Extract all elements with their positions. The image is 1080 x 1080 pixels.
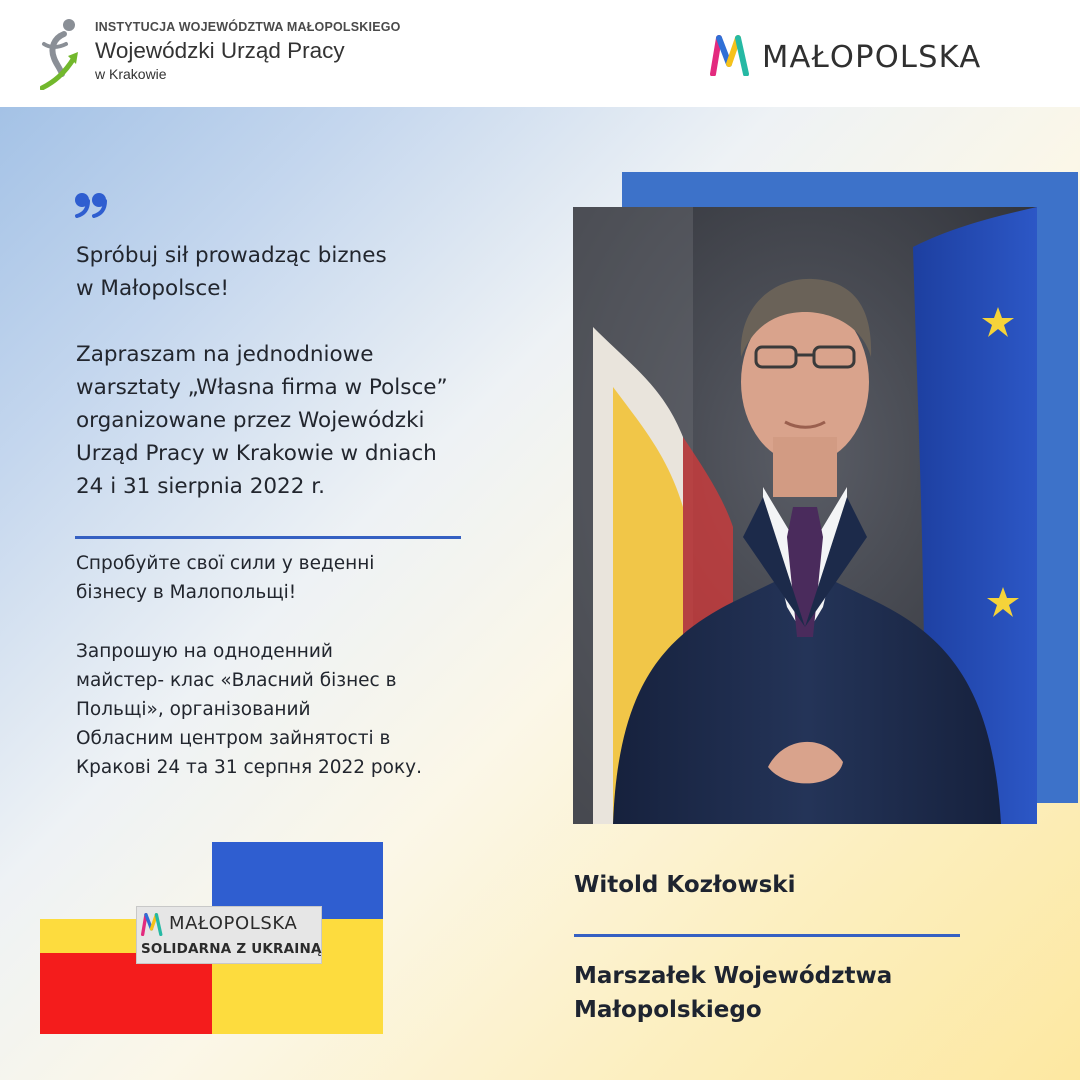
polish-body-line: organizowane przez Wojewódzki	[76, 408, 425, 433]
polish-body-line: 24 i 31 sierpnia 2022 r.	[76, 474, 325, 499]
ukrainian-body-line: Кракові 24 та 31 серпня 2022 року.	[76, 757, 422, 778]
polish-headline-line: w Małopolsce!	[76, 276, 230, 301]
person-name: Witold Kozłowski	[574, 872, 796, 898]
polish-body-line: Zapraszam na jednodniowe	[76, 342, 374, 367]
institution-line: INSTYTUCJA WOJEWÓDZTWA MAŁOPOLSKIEGO	[95, 20, 401, 34]
person-title-line: Małopolskiego	[574, 997, 762, 1023]
wup-figure-icon	[40, 18, 80, 90]
badge-name: MAŁOPOLSKA	[169, 913, 298, 934]
wup-logo-text	[95, 20, 401, 82]
text-divider	[75, 536, 461, 539]
portrait-photo	[573, 207, 1037, 824]
malopolska-m-icon	[141, 912, 163, 936]
ukrainian-body-line: Польщі», організований	[76, 699, 311, 720]
name-divider	[574, 934, 960, 937]
solidarity-badge	[136, 906, 322, 964]
office-name: Wojewódzki Urząd Pracy	[95, 38, 345, 63]
quote-icon	[74, 192, 108, 218]
ukrainian-body-line: майстер- клас «Власний бізнес в	[76, 670, 397, 691]
region-logo-text: MAŁOPOLSKA	[762, 40, 982, 75]
polish-body-line: warsztaty „Własna firma w Polsce”	[76, 375, 448, 400]
office-city: w Krakowie	[95, 66, 167, 82]
person-title-line: Marszałek Województwa	[574, 963, 893, 989]
ukrainian-body-line: Запрошую на одноденний	[76, 641, 333, 662]
ukrainian-body-line: Обласним центром зайнятості в	[76, 728, 391, 749]
flag-block-red	[40, 953, 212, 1034]
polish-headline-line: Spróbuj sił prowadząc biznes	[76, 243, 387, 268]
header	[0, 0, 1080, 107]
malopolska-m-icon	[710, 34, 750, 76]
ukrainian-headline-line: бізнесу в Малопольщі!	[76, 582, 297, 603]
ukrainian-headline-line: Спробуйте свої сили у веденні	[76, 553, 375, 574]
polish-body-line: Urząd Pracy w Krakowie w dniach	[76, 441, 437, 466]
badge-subtitle: SOLIDARNA Z UKRAINĄ	[141, 941, 322, 957]
